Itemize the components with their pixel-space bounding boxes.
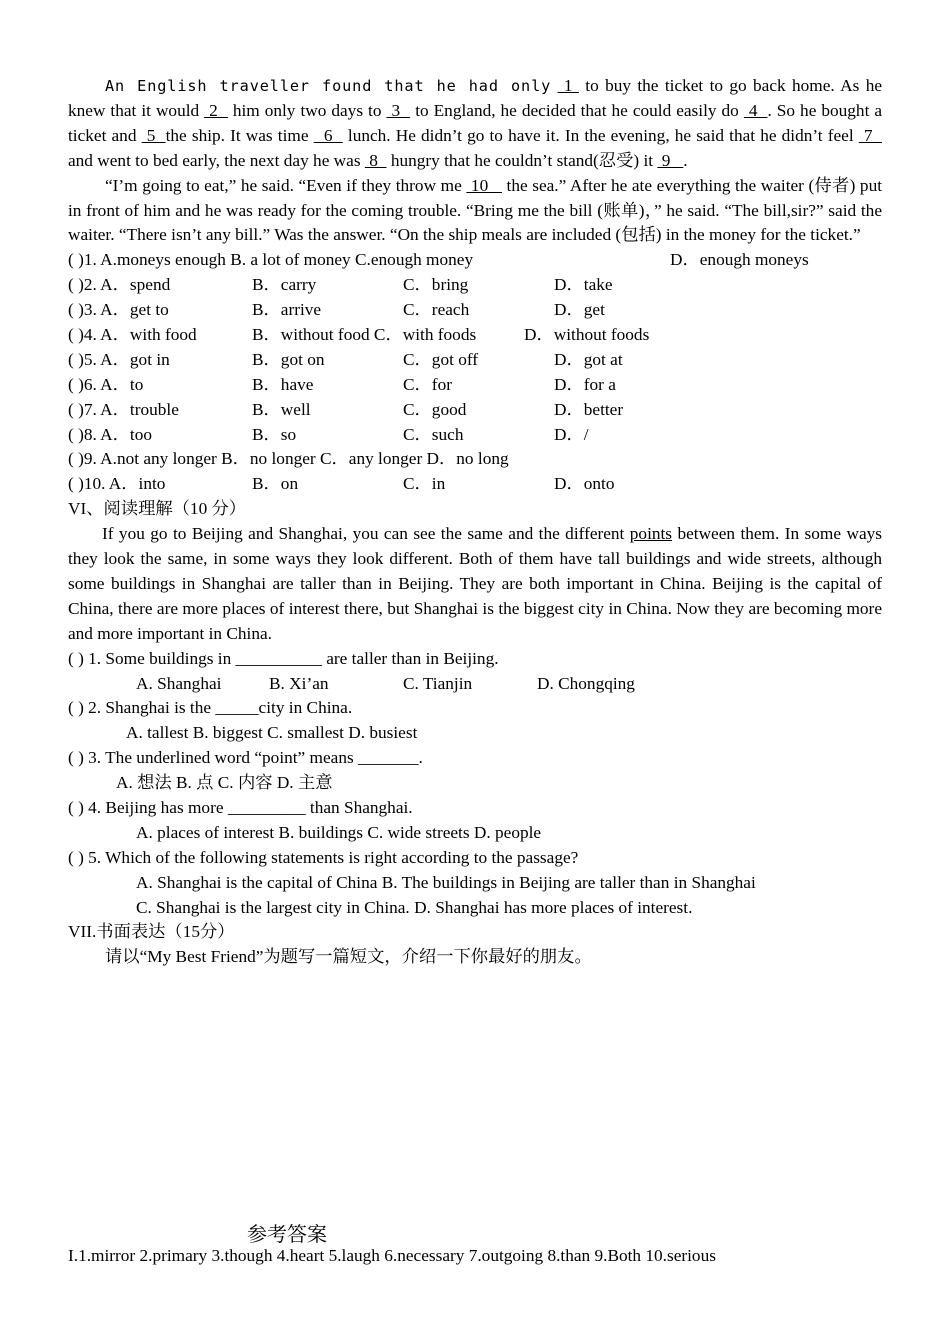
reading-options-4: A. places of interest B. buildings C. wide streets D. people xyxy=(136,822,542,842)
question-stem: ( )2. A．spend xyxy=(68,275,171,295)
cloze-text: the sea.” After he ate everything the waiter (侍者) put in front of him and he was ready for the coming trouble. “Bring me the bill (账单)，” he said. “The bill,sir?” said the waiter. “There isn’t any bill.” Was the answer. “On the ship meals are included (包括) in the money for the ticket.” xyxy=(68,175,883,245)
reading-question-5: ( ) 5. Which of the following statements is right according to the passage? xyxy=(68,847,579,867)
cloze-paragraph-1 xyxy=(68,74,882,174)
cloze-question-9 xyxy=(68,447,882,472)
cloze-question-4 xyxy=(68,323,882,348)
question-stem: ( )8. A．too xyxy=(68,424,153,444)
option-b: B．so xyxy=(252,424,297,444)
reading-options-5a: A. Shanghai is the capital of China B. The buildings in Beijing are taller than in Shanghai xyxy=(136,872,756,892)
blank-3: 3 xyxy=(386,100,411,120)
question-stem: ( )1. A.moneys enough B. a lot of money C.enough money xyxy=(68,250,474,270)
option-d: D．got at xyxy=(554,349,623,369)
passage-text: If you go to Beijing and Shanghai, you can see the same and the different xyxy=(102,524,625,544)
option-d: D．without foods xyxy=(524,325,650,345)
cloze-question-8 xyxy=(68,423,882,448)
cloze-question-5 xyxy=(68,348,882,373)
blank-8: 8 xyxy=(364,150,387,170)
option-d: D．get xyxy=(554,300,605,320)
option-d: D. Chongqing xyxy=(537,673,635,693)
question-stem: ( )3. A．get to xyxy=(68,300,169,320)
reading-question-2: ( ) 2. Shanghai is the _____city in China. xyxy=(68,698,353,718)
blank-5: 5 xyxy=(141,125,166,145)
option-b: B．carry xyxy=(252,275,317,295)
question-stem: ( )4. A．with food xyxy=(68,325,197,345)
cloze-question-10 xyxy=(68,472,882,497)
cloze-text: . So he bought a ticket and xyxy=(68,100,883,145)
cloze-question-1 xyxy=(68,248,882,273)
option-c: C．in xyxy=(403,474,446,494)
cloze-text: hungry that he couldn’t stand(忍受) it xyxy=(390,150,654,170)
cloze-paragraph-2 xyxy=(68,174,882,249)
reading-passage xyxy=(68,522,882,647)
cloze-text: to buy the ticket to go back home. As he knew that it would xyxy=(68,76,883,120)
option-c: C．got off xyxy=(403,349,479,369)
cloze-question-3 xyxy=(68,298,882,323)
cloze-text: the ship. It was time xyxy=(165,125,309,145)
writing-heading: VII.书面表达（15分） xyxy=(68,922,235,942)
cloze-text: “I’m going to eat,” he said. “Even if they throw me xyxy=(105,175,462,195)
cloze-opening: An English traveller found that he had only xyxy=(105,77,552,95)
cloze-text: to England, he decided that he could easily do xyxy=(415,100,739,120)
cloze-text: lunch. He didn’t go to have it. In the evening, he said that he didn’t feel xyxy=(347,125,854,145)
option-c: C．bring xyxy=(403,275,469,295)
cloze-question-6 xyxy=(68,373,882,398)
cloze-question-7 xyxy=(68,398,882,423)
option-c: C．such xyxy=(403,424,464,444)
cloze-question-2 xyxy=(68,273,882,298)
blank-1: 1 xyxy=(557,76,579,95)
blank-7: 7 xyxy=(858,125,882,145)
option-d: D．onto xyxy=(554,474,615,494)
writing-prompt: 请以“My Best Friend”为题写一篇短文，介绍一下你最好的朋友。 xyxy=(105,947,592,967)
option-d: D．for a xyxy=(554,374,616,394)
option-c: C. Tianjin xyxy=(403,673,473,693)
option-c: C．reach xyxy=(403,300,470,320)
option-d: D．better xyxy=(554,399,624,419)
option-b: B. Xi’an xyxy=(269,673,329,693)
answer-key-line: I.1.mirror 2.primary 3.though 4.heart 5.laugh 6.necessary 7.outgoing 8.than 9.Both 10.serious xyxy=(68,1246,716,1265)
blank-9: 9 xyxy=(657,150,684,170)
reading-question-4: ( ) 4. Beijing has more _________ than Shanghai. xyxy=(68,798,413,818)
reading-options-5b: C. Shanghai is the largest city in China. D. Shanghai has more places of interest. xyxy=(136,897,693,917)
option-b: B．got on xyxy=(252,349,325,369)
option-d: D．enough moneys xyxy=(670,250,809,270)
question-stem: ( )5. A．got in xyxy=(68,349,170,369)
question-stem: ( )9. A.not any longer B．no longer C．any longer D．no long xyxy=(68,449,509,469)
option-c: C．for xyxy=(403,374,452,394)
option-d: D．take xyxy=(554,275,613,295)
blank-6: 6 xyxy=(313,125,343,145)
worksheet-page xyxy=(68,74,882,970)
reading-question-1: ( ) 1. Some buildings in __________ are taller than in Beijing. xyxy=(68,648,499,668)
cloze-text: and went to bed early, the next day he was xyxy=(68,150,361,170)
cloze-text: him only two days to xyxy=(232,100,382,120)
reading-options-1 xyxy=(68,672,882,697)
reading-heading: VI、阅读理解（10 分） xyxy=(68,499,247,519)
blank-4: 4 xyxy=(743,100,768,120)
answer-key-title: 参考答案 xyxy=(247,1222,327,1246)
cloze-text: . xyxy=(683,150,688,170)
option-b: B．without food C．with foods xyxy=(252,325,477,345)
option-b: B．arrive xyxy=(252,300,322,320)
question-stem: ( )6. A．to xyxy=(68,374,144,394)
option-b: B．have xyxy=(252,374,314,394)
option-c: C．good xyxy=(403,399,467,419)
reading-question-3: ( ) 3. The underlined word “point” means _______. xyxy=(68,748,423,768)
passage-text: between them. In some ways they look the same, in some ways they look different. Both of them have tall buildings and wide streets, although some buildings in Shanghai are taller than in Beijing. They are both important in China. Beijing is the capital of China, there are more places of interest there, but Shanghai is the biggest city in China. Now they are becoming more and more important in China. xyxy=(68,524,882,643)
question-stem: ( )10. A．into xyxy=(68,474,166,494)
reading-options-2: A. tallest B. biggest C. smallest D. busiest xyxy=(126,723,418,743)
reading-options-3: A. 想法 B. 点 C. 内容 D. 主意 xyxy=(116,773,333,793)
option-a: A. Shanghai xyxy=(136,673,222,693)
underlined-word: points xyxy=(629,524,673,544)
option-d: D．/ xyxy=(554,424,589,444)
option-b: B．on xyxy=(252,474,299,494)
option-b: B．well xyxy=(252,399,311,419)
blank-10: 10 xyxy=(466,175,502,195)
question-stem: ( )7. A．trouble xyxy=(68,399,179,419)
blank-2: 2 xyxy=(204,100,228,120)
